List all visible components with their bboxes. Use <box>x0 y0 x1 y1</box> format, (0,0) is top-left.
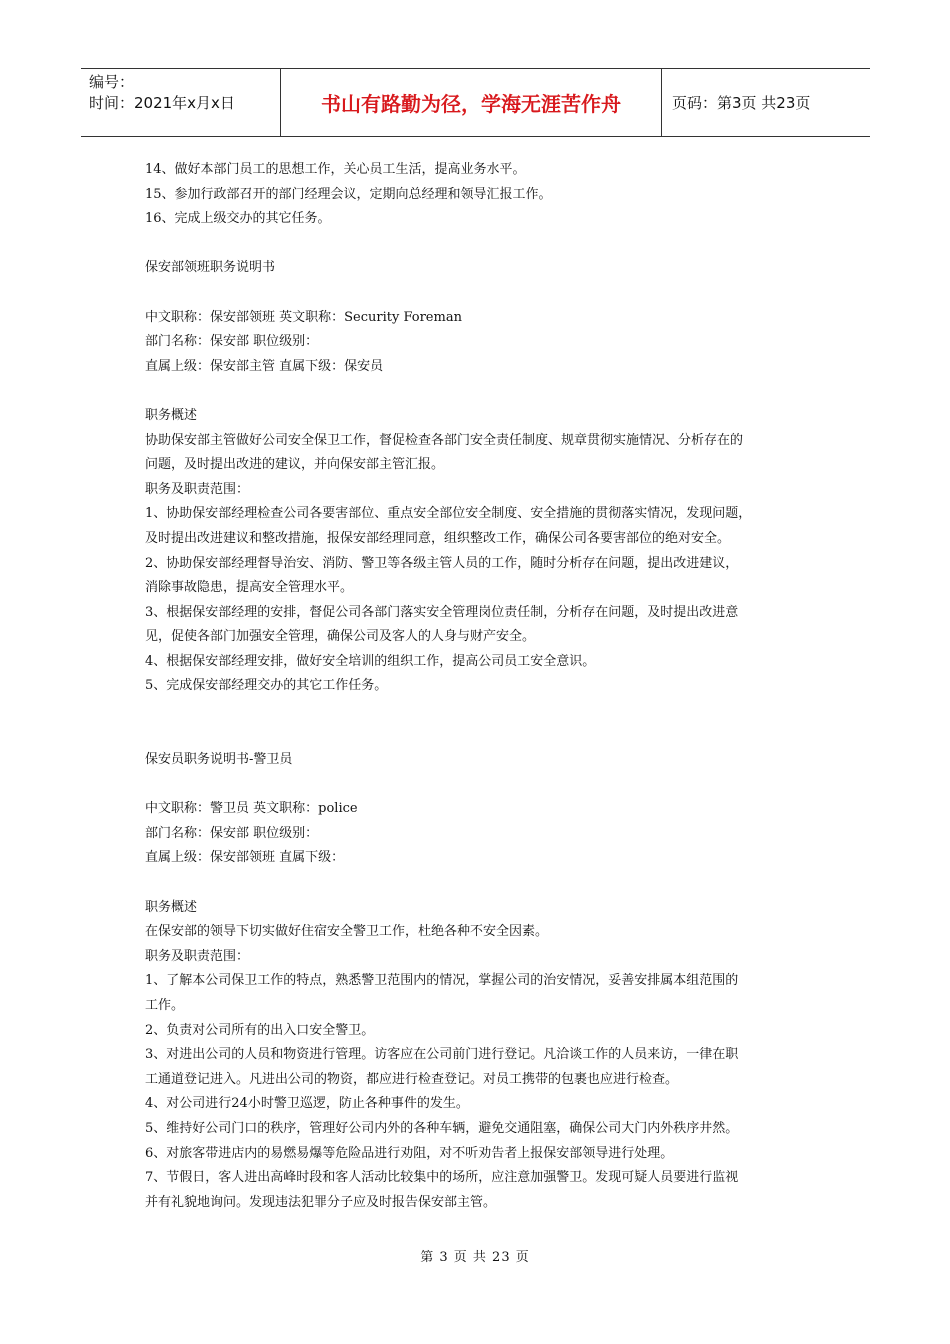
reporting-info: 直属上级：保安部领班 直属下级： <box>145 850 345 866</box>
duty-line: 3、根据保安部经理的安排，督促公司各部门落实安全管理岗位责任制，分析存在问题，及时提出改进意 <box>145 604 739 620</box>
summary-heading: 职务概述 <box>145 899 198 915</box>
page-footer: 第 3 页 共 23 页 <box>420 1250 530 1265</box>
number-label: 编号： <box>89 73 135 91</box>
duty-line: 4、根据保安部经理安排，做好安全培训的组织工作，提高公司员工安全意识。 <box>145 653 596 669</box>
duty-line: 3、对进出公司的人员和物资进行管理。访客应在公司前门进行登记。凡洽谈工作的人员来访，一律在职 <box>145 1047 739 1063</box>
duty-line: 7、节假日，客人进出高峰时段和客人活动比较集中的场所，应注意加强警卫。发现可疑人员要进行监视 <box>145 1170 739 1186</box>
summary-text: 协助保安部主管做好公司安全保卫工作，督促检查各部门安全责任制度、规章贯彻实施情况、分析存在的 <box>145 432 744 448</box>
summary-text: 问题，及时提出改进的建议，并向保安部主管汇报。 <box>145 457 445 473</box>
job-title-info: 中文职称：保安部领班 英文职称：Security Foreman <box>145 309 462 325</box>
date-label: 时间：2021年x月x日 <box>89 94 235 112</box>
duty-line: 1、了解本公司保卫工作的特点，熟悉警卫范围内的情况，掌握公司的治安情况，妥善安排属本组范围的 <box>145 973 739 989</box>
header-motto: 书山有路勤为径，学海无涯苦作舟 <box>281 69 662 136</box>
duty-line: 并有礼貌地询问。发现违法犯罪分子应及时报告保安部主管。 <box>145 1194 497 1210</box>
duty-line: 2、协助保安部经理督导治安、消防、警卫等各级主管人员的工作，随时分析存在问题，提出改进建议， <box>145 555 739 571</box>
duty-line: 5、维持好公司门口的秩序，管理好公司内外的各种车辆，避免交通阻塞，确保公司大门内外秩序井然。 <box>145 1120 739 1136</box>
document-body <box>145 158 810 1215</box>
duty-line: 工作。 <box>145 998 185 1013</box>
reporting-info: 直属上级：保安部主管 直属下级：保安员 <box>145 358 384 374</box>
duty-line: 2、负责对公司所有的出入口安全警卫。 <box>145 1022 375 1038</box>
summary-text: 在保安部的领导下切实做好住宿安全警卫工作，杜绝各种不安全因素。 <box>145 924 549 940</box>
duty-line: 消除事故隐患，提高安全管理水平。 <box>145 580 354 596</box>
section-title: 保安员职务说明书-警卫员 <box>145 752 293 768</box>
duty-line: 16、完成上级交办的其它任务。 <box>145 211 331 227</box>
section-title: 保安部领班职务说明书 <box>145 260 276 276</box>
page-header <box>81 68 870 137</box>
duty-line: 6、对旅客带进店内的易燃易爆等危险品进行劝阻，对不听劝告者上报保安部领导进行处理。 <box>145 1145 674 1161</box>
department-info: 部门名称：保安部 职位级别： <box>145 825 319 841</box>
duties-heading: 职务及职责范围： <box>145 481 250 497</box>
duty-line: 工通道登记进入。凡进出公司的物资，都应进行检查登记。对员工携带的包裹也应进行检查。 <box>145 1071 679 1087</box>
header-page-info: 页码：第3页 共23页 <box>672 94 811 112</box>
duty-line: 5、完成保安部经理交办的其它工作任务。 <box>145 678 388 694</box>
duties-heading: 职务及职责范围： <box>145 948 250 964</box>
summary-heading: 职务概述 <box>145 407 198 423</box>
duty-line: 15、参加行政部召开的部门经理会议，定期向总经理和领导汇报工作。 <box>145 186 552 202</box>
header-meta <box>81 69 281 136</box>
duty-line: 1、协助保安部经理检查公司各要害部位、重点安全部位安全制度、安全措施的贯彻落实情况，发现问题， <box>145 506 752 522</box>
duty-line: 14、做好本部门员工的思想工作，关心员工生活，提高业务水平。 <box>145 162 526 177</box>
job-title-info: 中文职称：警卫员 英文职称：police <box>145 801 358 817</box>
duty-line: 见，促使各部门加强安全管理，确保公司及客人的人身与财产安全。 <box>145 629 536 645</box>
duty-line: 及时提出改进建议和整改措施，报保安部经理同意，组织整改工作，确保公司各要害部位的绝对安全。 <box>145 530 731 546</box>
duty-line: 4、对公司进行24小时警卫巡逻，防止各种事件的发生。 <box>145 1096 469 1112</box>
department-info: 部门名称：保安部 职位级别： <box>145 334 319 350</box>
